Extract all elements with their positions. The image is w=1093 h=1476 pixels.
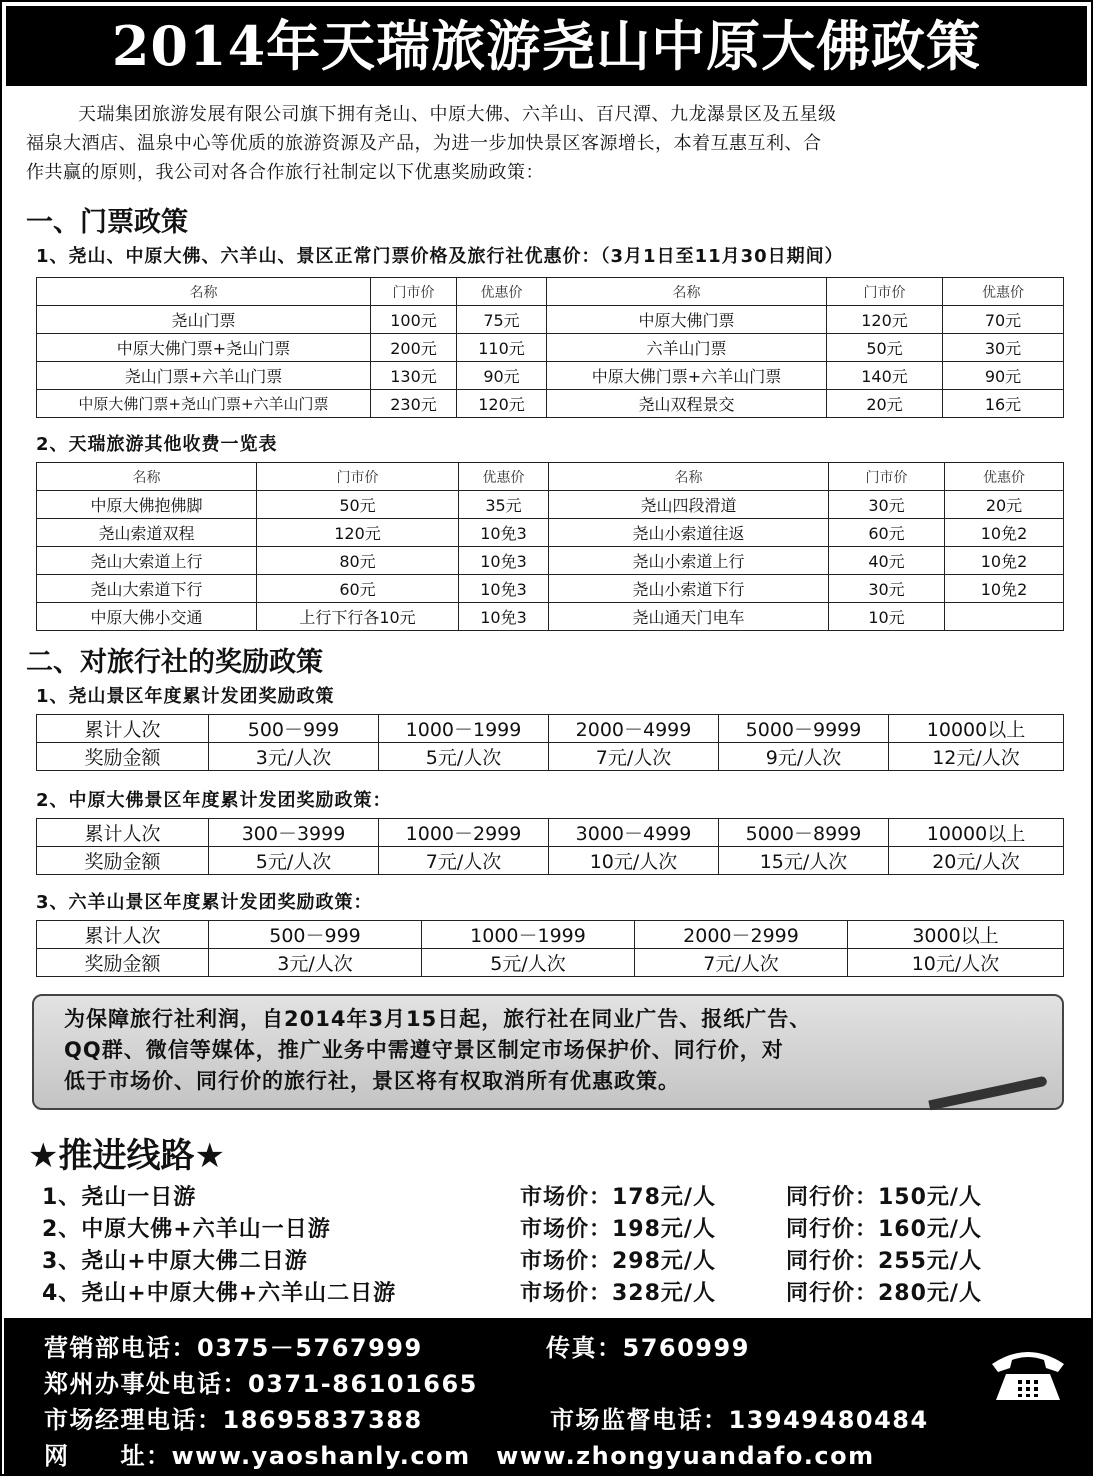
table-cell: 7元/人次: [635, 949, 848, 977]
table-cell: 尧山小索道往返: [549, 519, 829, 547]
reward-title-liuyangshan: 3、六羊山景区年度累计发团奖励政策：: [36, 892, 373, 913]
table-row: [37, 603, 1064, 631]
table-cell: 20元/人次: [889, 847, 1064, 875]
table-cell: 30元: [829, 575, 945, 603]
header-cell: 优惠价: [945, 463, 1064, 491]
manager-phone: 市场经理电话：18695837388: [44, 1406, 423, 1434]
table-cell: 尧山索道双程: [37, 519, 257, 547]
list-item: [42, 1244, 1062, 1276]
table-cell: 中原大佛抱佛脚: [37, 491, 257, 519]
list-item: [42, 1180, 1062, 1212]
table-cell: 20元: [827, 390, 943, 418]
notice-line: QQ群、微信等媒体，推广业务中需遵守景区制定市场保护价、同行价，对: [64, 1038, 784, 1062]
table-cell: 7元/人次: [379, 847, 549, 875]
table-row: [37, 819, 1064, 847]
intro-paragraph: [26, 100, 1066, 187]
table-cell: 5000－8999: [719, 819, 889, 847]
table-row: [37, 949, 1064, 977]
list-item: [42, 1276, 1062, 1308]
header-cell: 名称: [37, 278, 371, 306]
reward-table-liuyangshan: [36, 920, 1064, 977]
table-cell: 尧山门票: [37, 306, 371, 334]
table-cell: 尧山大索道下行: [37, 575, 257, 603]
table-cell: 中原大佛门票+尧山门票+六羊山门票: [37, 390, 371, 418]
reward-table-yaoshan: [36, 714, 1064, 771]
route-trade-price: 同行价：160元/人: [786, 1217, 982, 1242]
table-cell: 10元/人次: [848, 949, 1064, 977]
table-cell: 500－999: [209, 715, 379, 743]
table-cell: 70元: [943, 306, 1064, 334]
table-cell: 3000－4999: [549, 819, 719, 847]
table-row: [37, 491, 1064, 519]
subheading-other-fees: 2、天瑞旅游其他收费一览表: [36, 434, 278, 455]
table-row: [37, 715, 1064, 743]
table-cell: 35元: [459, 491, 549, 519]
table-cell: 100元: [371, 306, 457, 334]
table-cell: 尧山通天门电车: [549, 603, 829, 631]
reward-title-dafo: 2、中原大佛景区年度累计发团奖励政策：: [36, 790, 392, 811]
table-cell: 12元/人次: [889, 743, 1064, 771]
table-cell: 1000－2999: [379, 819, 549, 847]
table-header-row: [37, 278, 1064, 306]
table-cell: 10000以上: [889, 819, 1064, 847]
page-title: 2014年天瑞旅游尧山中原大佛政策: [6, 6, 1087, 86]
table-row: [37, 921, 1064, 949]
table-cell: 140元: [827, 362, 943, 390]
table-cell: 230元: [371, 390, 457, 418]
intro-line: 作共赢的原则，我公司对各合作旅行社制定以下优惠奖励政策：: [26, 162, 544, 183]
supervision-phone: 市场监督电话：13949480484: [550, 1406, 929, 1434]
table-row: [37, 547, 1064, 575]
fax-number: 传真：5760999: [546, 1334, 750, 1362]
table-cell: 累计人次: [37, 921, 209, 949]
table-cell: 累计人次: [37, 715, 209, 743]
header-cell: 门市价: [829, 463, 945, 491]
table-cell: 500－999: [209, 921, 422, 949]
table-cell: 80元: [257, 547, 459, 575]
table-cell: 120元: [257, 519, 459, 547]
table-row: [37, 519, 1064, 547]
header-cell: 名称: [37, 463, 257, 491]
table-cell: 累计人次: [37, 819, 209, 847]
table-cell: 5元/人次: [422, 949, 635, 977]
table-cell: 10免3: [459, 575, 549, 603]
table-cell: 90元: [943, 362, 1064, 390]
table-cell: 尧山门票+六羊山门票: [37, 362, 371, 390]
table-cell: 75元: [457, 306, 547, 334]
table-cell: 1000－1999: [422, 921, 635, 949]
reward-title-yaoshan: 1、尧山景区年度累计发团奖励政策: [36, 686, 335, 707]
table-cell: 3元/人次: [209, 743, 379, 771]
header-cell: 优惠价: [943, 278, 1064, 306]
routes-list: [42, 1180, 1062, 1308]
notice-box: [32, 994, 1064, 1110]
table-cell: 7元/人次: [549, 743, 719, 771]
table-cell: 10免2: [945, 575, 1064, 603]
table-row: [37, 847, 1064, 875]
table-cell: 奖励金额: [37, 743, 209, 771]
table-row: [37, 306, 1064, 334]
table-cell: 20元: [945, 491, 1064, 519]
intro-line: 福泉大酒店、温泉中心等优质的旅游资源及产品，为进一步加快景区客源增长，本着互惠互利、合: [26, 133, 822, 154]
table-cell: 300－3999: [209, 819, 379, 847]
table-cell: 5元/人次: [209, 847, 379, 875]
reward-table-dafo: [36, 818, 1064, 875]
route-market-price: 市场价：328元/人: [520, 1281, 716, 1306]
table-cell: 10免3: [459, 519, 549, 547]
table-cell: 尧山大索道上行: [37, 547, 257, 575]
subheading-ticket-prices: 1、尧山、中原大佛、六羊山、景区正常门票价格及旅行社优惠价：（3月1日至11月30日期间）: [36, 246, 844, 267]
header-cell: 门市价: [257, 463, 459, 491]
table-cell: 10免3: [459, 547, 549, 575]
zhengzhou-office-phone: 郑州办事处电话：0371-86101665: [44, 1370, 478, 1398]
table-cell: 10000以上: [889, 715, 1064, 743]
table-cell: 中原大佛门票+尧山门票: [37, 334, 371, 362]
table-cell: 15元/人次: [719, 847, 889, 875]
table-cell: 120元: [457, 390, 547, 418]
ticket-price-table: [36, 277, 1064, 418]
table-cell: 10免2: [945, 519, 1064, 547]
table-cell: 尧山双程景交: [547, 390, 827, 418]
section-heading-tickets: 一、门票政策: [26, 207, 188, 238]
table-cell: 2000－4999: [549, 715, 719, 743]
table-cell: 60元: [257, 575, 459, 603]
table-row: [37, 575, 1064, 603]
telephone-icon: [988, 1344, 1068, 1404]
route-market-price: 市场价：298元/人: [520, 1249, 716, 1274]
table-cell: 60元: [829, 519, 945, 547]
table-cell: 90元: [457, 362, 547, 390]
header-cell: 门市价: [371, 278, 457, 306]
contact-footer: [4, 1318, 1093, 1476]
intro-line: 天瑞集团旅游发展有限公司旗下拥有尧山、中原大佛、六羊山、百尺潭、九龙瀑景区及五星级: [78, 104, 837, 125]
section-heading-rewards: 二、对旅行社的奖励政策: [26, 647, 323, 678]
table-row: [37, 743, 1064, 771]
table-cell: 40元: [829, 547, 945, 575]
table-cell: 1000－1999: [379, 715, 549, 743]
route-market-price: 市场价：198元/人: [520, 1217, 716, 1242]
table-cell: 50元: [257, 491, 459, 519]
header-cell: 优惠价: [459, 463, 549, 491]
table-cell: 10元/人次: [549, 847, 719, 875]
table-cell: [945, 603, 1064, 631]
table-row: [37, 362, 1064, 390]
other-fees-table: [36, 462, 1064, 631]
table-cell: 9元/人次: [719, 743, 889, 771]
header-cell: 门市价: [827, 278, 943, 306]
route-name: 2、中原大佛+六羊山一日游: [42, 1217, 331, 1242]
table-cell: 50元: [827, 334, 943, 362]
header-cell: 名称: [549, 463, 829, 491]
table-cell: 30元: [943, 334, 1064, 362]
table-cell: 10免3: [459, 603, 549, 631]
list-item: [42, 1212, 1062, 1244]
table-cell: 10元: [829, 603, 945, 631]
table-cell: 130元: [371, 362, 457, 390]
table-cell: 中原大佛门票+六羊山门票: [547, 362, 827, 390]
table-row: [37, 334, 1064, 362]
table-cell: 120元: [827, 306, 943, 334]
table-cell: 200元: [371, 334, 457, 362]
notice-line: 低于市场价、同行价的旅行社，景区将有权取消所有优惠政策。: [64, 1069, 680, 1093]
sales-phone: 营销部电话：0375－5767999: [44, 1334, 423, 1362]
table-cell: 尧山四段滑道: [549, 491, 829, 519]
table-cell: 中原大佛小交通: [37, 603, 257, 631]
table-header-row: [37, 463, 1064, 491]
route-trade-price: 同行价：255元/人: [786, 1249, 982, 1274]
route-name: 1、尧山一日游: [42, 1185, 197, 1210]
route-trade-price: 同行价：150元/人: [786, 1185, 982, 1210]
routes-heading: ★推进线路★: [28, 1136, 225, 1176]
table-cell: 上行下行各10元: [257, 603, 459, 631]
header-cell: 优惠价: [457, 278, 547, 306]
table-cell: 中原大佛门票: [547, 306, 827, 334]
table-cell: 16元: [943, 390, 1064, 418]
route-trade-price: 同行价：280元/人: [786, 1281, 982, 1306]
table-cell: 5000－9999: [719, 715, 889, 743]
table-cell: 尧山小索道下行: [549, 575, 829, 603]
table-cell: 110元: [457, 334, 547, 362]
header-cell: 名称: [547, 278, 827, 306]
route-name: 4、尧山+中原大佛+六羊山二日游: [42, 1281, 397, 1306]
table-cell: 10免2: [945, 547, 1064, 575]
table-cell: 30元: [829, 491, 945, 519]
route-name: 3、尧山+中原大佛二日游: [42, 1249, 308, 1274]
table-cell: 尧山小索道上行: [549, 547, 829, 575]
table-cell: 奖励金额: [37, 847, 209, 875]
route-market-price: 市场价：178元/人: [520, 1185, 716, 1210]
table-cell: 3元/人次: [209, 949, 422, 977]
notice-line: 为保障旅行社利润，自2014年3月15日起，旅行社在同业广告、报纸广告、: [64, 1007, 812, 1031]
table-cell: 奖励金额: [37, 949, 209, 977]
table-cell: 5元/人次: [379, 743, 549, 771]
table-row: [37, 390, 1064, 418]
table-cell: 3000以上: [848, 921, 1064, 949]
table-cell: 2000－2999: [635, 921, 848, 949]
table-cell: 六羊山门票: [547, 334, 827, 362]
website-urls: 网 址：www.yaoshanly.com www.zhongyuandafo.com: [44, 1442, 875, 1470]
